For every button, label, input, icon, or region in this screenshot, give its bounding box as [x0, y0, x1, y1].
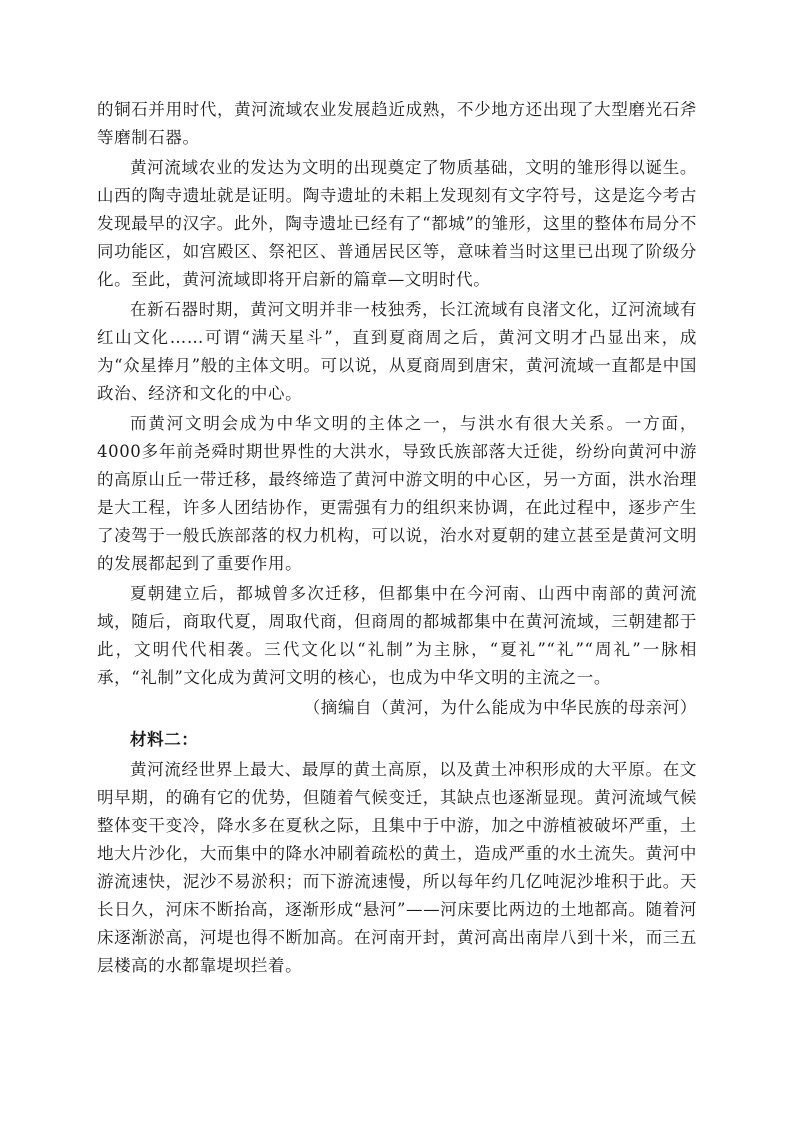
- paragraph-xia-dynasty: 夏朝建立后，都城曾多次迁移，但都集中在今河南、山西中南部的黄河流域，随后，商取代夏，周取代商，但商周的都城都集中在黄河流域，三朝建都于此，文明代代相袭。三代文化以“礼制”为主脉，“夏礼”“礼”“周礼”一脉相承，“礼制”文化成为黄河文明的核心，也成为中华文明的主流之一。: [97, 584, 697, 687]
- material-two-heading: 材料二：: [130, 730, 199, 749]
- paragraph-loess-plateau: 黄河流经世界上最大、最厚的黄土高原，以及黄土冲积形成的大平原。在文明早期，的确有它的优势，但随着气候变迁，其缺点也逐渐显现。黄河流域气候整体变干变冷，降水多在夏秋之际，且集中于中游，加之中游植被破坏严重，土地大片沙化，大而集中的降水冲刷着疏松的黄土，造成严重的水土流失。黄河中游流速快，泥沙不易淤积；而下游流速慢，所以每年约几亿吨泥沙堆积于此。天长日久，河床不断抬高，逐渐形成“悬河”——河床要比两边的土地都高。随着河床逐渐淤高，河堤也得不断加高。在河南开封，黄河高出南岸八到十米，而三五层楼高的水都靠堤坝拦着。: [97, 760, 697, 975]
- paragraph-neolithic: 在新石器时期，黄河文明并非一枝独秀，长江流域有良渚文化，辽河流域有红山文化……可谓“满天星斗”，直到夏商周之后，黄河文明才凸显出来，成为“众星捧月”般的主体文明。可以说，从夏商周到唐宋，黄河流域一直都是中国政治、经济和文化的中心。: [97, 300, 697, 403]
- paragraph-continued: 的铜石并用时代，黄河流域农业发展趋近成熟，不少地方还出现了大型磨光石斧等磨制石器。: [97, 100, 697, 147]
- paragraph-flood: 而黄河文明会成为中华文明的主体之一，与洪水有很大关系。一方面，4000多年前尧舜时期世界性的大洪水，导致氏族部落大迁徙，纷纷向黄河中游的高原山丘一带迁移，最终缔造了黄河中游文明的中心区，另一方面，洪水治理是大工程，许多人团结协作，更需强有力的组织来协调，在此过程中，逐步产生了凌驾于一般氏族部落的权力机构，可以说，治水对夏朝的建立甚至是黄河文明的发展都起到了重要作用。: [97, 414, 697, 573]
- paragraph-taosi-site: 黄河流域农业的发达为文明的出现奠定了物质基础，文明的雏形得以诞生。山西的陶寺遗址就是证明。陶寺遗址的未耜上发现刻有文字符号，这是迄今考古发现最早的汉字。此外，陶寺遗址已经有了“都城”的雏形，这里的整体布局分不同功能区，如宫殿区、祭祀区、普通居民区等，意味着当时这里已出现了阶级分化。至此，黄河流域即将开启新的篇章—文明时代。: [97, 158, 697, 289]
- source-citation: （摘编自（黄河，为什么能成为中华民族的母亲河）: [303, 698, 697, 717]
- document-page: [97, 96, 697, 982]
